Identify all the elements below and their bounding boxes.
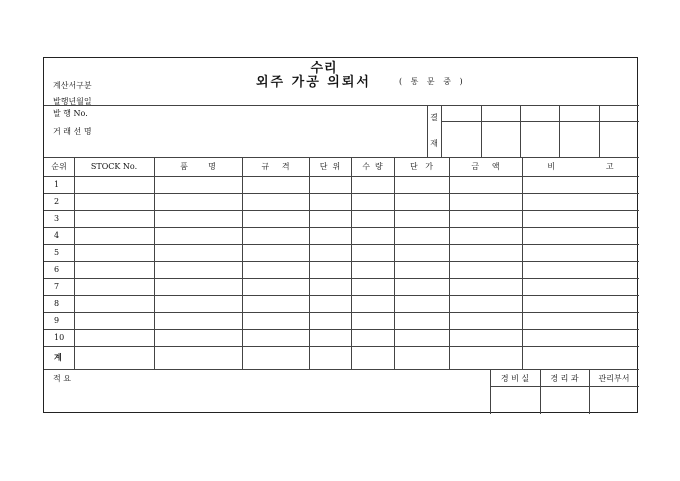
row-number: 3 [54,214,60,223]
row-line [44,176,639,177]
issue-date-label: 발행년월일 [53,97,92,106]
col-line [351,157,352,369]
approval-col-3 [559,105,560,157]
row-line [44,278,639,279]
col-line [74,157,75,369]
header-unit: 단 위 [319,162,341,171]
row-number: 8 [54,299,60,308]
approval-top-line [427,105,639,106]
client-name-label: 거 래 선 명 [53,127,92,136]
col-line [309,157,310,369]
row-number: 6 [54,265,60,274]
remarks-label: 적 요 [53,374,71,383]
row-number: 5 [54,248,60,257]
approval-label-top: 결 [430,113,438,122]
row-line [44,210,639,211]
issue-no-label: 발 행 No. [53,109,88,118]
header-item-name: 품 명 [180,162,216,171]
col-line [394,157,395,369]
approval-label-bottom: 재 [430,139,438,148]
divider-header [44,105,427,106]
approval-col-4 [599,105,600,157]
header-quantity: 수 량 [362,162,383,171]
header-stock-no: STOCK No. [90,162,138,171]
dept-management: 관리부서 [598,374,630,383]
col-line [242,157,243,369]
dept-header-line [490,386,639,387]
header-remarks: 비 고 [547,162,614,171]
header-spec: 규 격 [261,162,290,171]
row-line [44,227,639,228]
row-number: 1 [54,180,60,189]
row-number: 4 [54,231,60,240]
row-line [44,244,639,245]
row-number: 2 [54,197,60,206]
header-unit-price: 단 가 [409,162,434,171]
request-form [43,57,638,413]
row-line [44,261,639,262]
row-line [44,329,639,330]
doc-type-label: 계산서구분 [53,81,92,90]
form-title: 외주 가공 의뢰서 [256,75,371,90]
row-line [44,193,639,194]
approval-mid-line [441,121,639,122]
row-line [44,346,639,347]
approval-col-2 [520,105,521,157]
table-bottom-line [44,369,639,370]
col-line [154,157,155,369]
dept-expense-office: 경 비 실 [500,374,530,383]
row-line [44,312,639,313]
form-subtitle: ( 통 문 중 ) [399,77,466,86]
total-label: 계 [54,352,62,362]
row-number: 9 [54,316,60,325]
col-line [449,157,450,369]
form-title-prefix: 수리 [310,61,338,76]
header-rank: 순위 [51,162,67,171]
col-line [522,157,523,369]
row-number: 10 [54,333,65,342]
header-amount: 금 액 [471,162,500,171]
row-line [44,295,639,296]
row-number: 7 [54,282,60,291]
dept-accounting: 경 리 과 [550,374,579,383]
approval-divider [441,105,442,157]
approval-col-1 [481,105,482,157]
